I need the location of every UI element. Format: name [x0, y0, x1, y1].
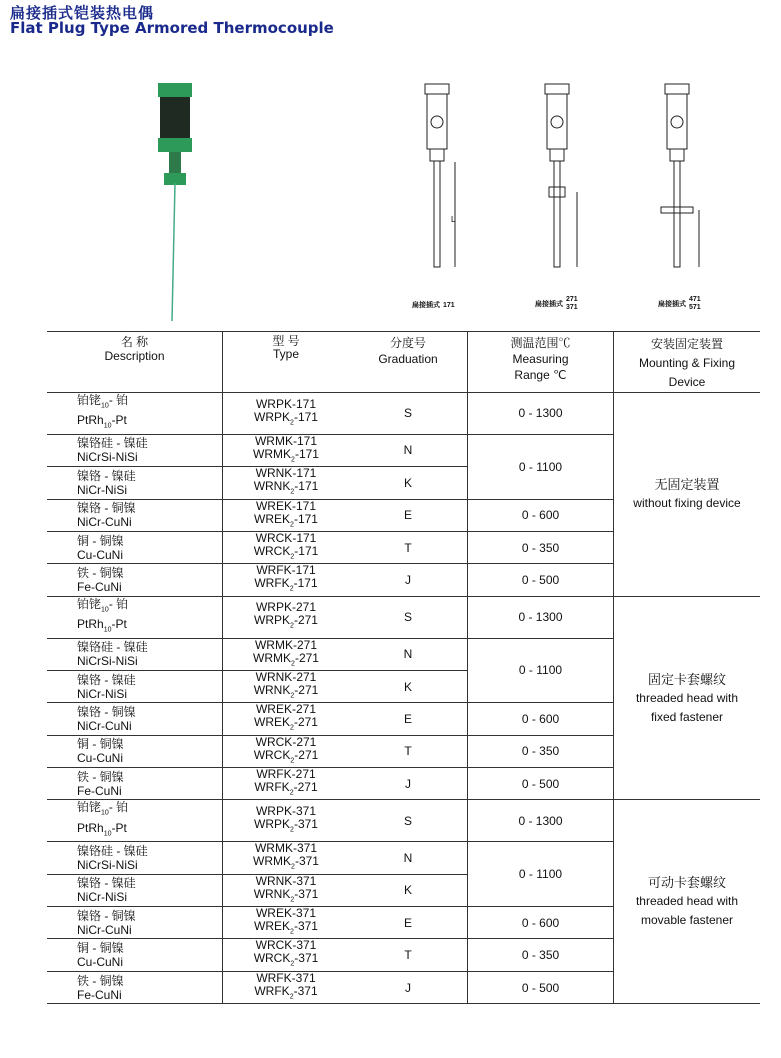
type-series: 271	[297, 780, 318, 795]
desc-en: NiCr-CuNi	[77, 922, 132, 937]
type-cell: WREK-171 $WREK_2-171$	[223, 499, 350, 531]
graduation-cell: J	[349, 564, 468, 596]
mounting-cell	[614, 800, 761, 1004]
graduation-cell: J	[349, 768, 468, 800]
header-en: Description	[104, 349, 165, 363]
range-cell: 0 - 500	[468, 768, 614, 800]
mounting-cell	[614, 393, 761, 597]
type-cell: WRNK-271 $WRNK_2-271$	[223, 670, 350, 702]
desc-en: Fe-CuNi	[77, 580, 122, 595]
header-cn: 分度号	[389, 336, 426, 350]
type-series: 371	[297, 919, 318, 934]
subscript: 10	[101, 809, 109, 817]
type-code: WREK	[254, 715, 291, 730]
type-code: WRPK	[254, 409, 291, 424]
graduation-cell: J	[349, 971, 468, 1003]
type-code: WRNK	[255, 873, 293, 888]
type-code: WRPK	[254, 613, 291, 628]
type-series: 371	[296, 938, 317, 953]
header-en2: Range ℃	[514, 368, 567, 382]
desc-cn: 铁 - 铜镍	[77, 973, 124, 988]
desc-en: NiCrSi-NiSi	[77, 654, 138, 669]
desc-en: PtRh	[77, 820, 104, 835]
description-cell	[47, 531, 223, 563]
range-cell: 0 - 1300	[468, 596, 614, 638]
caption-label: 扁接插式	[658, 301, 686, 308]
type-code: WREK	[254, 511, 291, 526]
desc-cn: 镍铬 - 镍硅	[77, 876, 136, 891]
type-code: WREK	[255, 498, 292, 513]
range-cell: 0 - 1100	[468, 638, 614, 703]
type-series: 171	[297, 511, 318, 526]
type-series: 371	[297, 817, 318, 832]
type-code: WRMK	[254, 433, 293, 448]
desc-cn: 镍铬 - 铜镍	[77, 704, 136, 719]
description-cell	[47, 596, 223, 638]
type-series: 371	[295, 804, 317, 819]
subscript: 10	[101, 402, 109, 410]
range-cell: 0 - 350	[468, 735, 614, 767]
desc-en: NiCrSi-NiSi	[77, 450, 138, 465]
description-cell	[47, 800, 223, 842]
type-cell: WRPK-271 $WRPK_2-271$	[223, 596, 350, 638]
description-cell	[47, 638, 223, 670]
description-cell	[47, 842, 223, 874]
type-cell: WREK-271 $WREK_2-271$	[223, 703, 350, 735]
subscript: 10	[103, 830, 112, 838]
header-cn: 安装固定装置	[650, 337, 723, 351]
description-cell	[47, 768, 223, 800]
table-row	[47, 596, 760, 638]
desc-en: PtRh	[77, 617, 104, 632]
description-cell	[47, 874, 223, 906]
description-cell	[47, 703, 223, 735]
desc-cn: 铂铑	[77, 596, 102, 611]
header-cell	[468, 332, 614, 393]
type-code: WRNK	[253, 479, 291, 494]
type-cell: WRCK-271 $WRCK_2-271$	[223, 735, 350, 767]
caption-code: 171	[443, 301, 455, 309]
type-series: 271	[297, 715, 318, 730]
description-cell	[47, 971, 223, 1003]
desc-cn: 铜 - 铜镍	[77, 533, 124, 548]
type-series: 171	[296, 530, 317, 545]
type-series: 371	[295, 906, 317, 921]
type-cell: WRMK-271 $WRMK_2-271$	[223, 638, 350, 670]
desc-cn: 镍铬 - 铜镍	[77, 501, 136, 516]
type-series: 171	[295, 498, 317, 513]
desc-cn: 镍铬硅 - 镍硅	[77, 436, 148, 451]
type-series: 371	[298, 951, 319, 966]
drawing-271	[535, 82, 585, 277]
type-code: WRMK	[253, 854, 292, 869]
description-cell	[47, 735, 223, 767]
type-series: 371	[295, 970, 316, 985]
description-cell	[47, 670, 223, 702]
desc-en: NiCr-NiSi	[77, 890, 127, 905]
range-cell: 0 - 350	[468, 531, 614, 563]
type-code: WRNK	[255, 669, 293, 684]
type-cell: WRMK-371 $WRMK_2-371$	[223, 842, 350, 874]
graduation-cell: N	[349, 434, 468, 466]
graduation-cell: S	[349, 393, 468, 435]
caption-code: 571	[689, 304, 701, 311]
type-series: 371	[296, 873, 317, 888]
type-series: 371	[296, 841, 318, 856]
graduation-cell: K	[349, 670, 468, 702]
desc-en: Fe-CuNi	[77, 783, 122, 798]
type-code: WRFK	[256, 970, 292, 985]
type-code: WRFK	[254, 576, 290, 591]
header-cn: 测温范围℃	[510, 336, 571, 350]
caption-271	[535, 296, 578, 312]
desc-cn: 镍铬硅 - 镍硅	[77, 640, 148, 655]
type-series: 171	[297, 576, 318, 591]
table-row	[47, 800, 760, 842]
desc-cn: - 铂	[108, 596, 129, 611]
caption-471	[658, 296, 701, 312]
spec-table	[47, 331, 760, 1004]
length-label: L	[451, 215, 456, 224]
desc-en: -Pt	[111, 413, 127, 428]
desc-cn: 镍铬 - 镍硅	[77, 672, 136, 687]
graduation-cell: T	[349, 531, 468, 563]
desc-cn: 铜 - 铜镍	[77, 941, 124, 956]
type-series: 271	[296, 734, 317, 749]
type-cell: WRCK-371 $WRCK_2-371$	[223, 939, 350, 971]
type-series: 271	[295, 600, 317, 615]
header-cell	[349, 332, 468, 393]
type-series: 271	[298, 747, 319, 762]
type-code: WRCK	[253, 747, 291, 762]
desc-en: Cu-CuNi	[77, 751, 124, 766]
graduation-cell: E	[349, 499, 468, 531]
type-series: 171	[297, 409, 318, 424]
type-series: 171	[295, 563, 316, 578]
desc-en: NiCr-CuNi	[77, 515, 132, 530]
caption-label: 扁接插式	[412, 302, 440, 309]
range-cell: 0 - 600	[468, 499, 614, 531]
type-code: WRCK	[255, 734, 293, 749]
type-series: 171	[296, 466, 317, 481]
mounting-cell	[614, 596, 761, 800]
type-code: WRFK	[254, 780, 290, 795]
graduation-cell: T	[349, 735, 468, 767]
subscript: 10	[101, 606, 109, 614]
type-code: WRCK	[253, 951, 291, 966]
table-row	[47, 393, 760, 435]
type-code: WRCK	[255, 938, 293, 953]
type-series: 271	[295, 767, 316, 782]
drawing-171	[415, 82, 465, 277]
desc-cn: - 铂	[108, 800, 129, 815]
caption-label: 扁接插式	[535, 301, 563, 308]
subscript: 10	[103, 626, 112, 634]
desc-en: NiCr-NiSi	[77, 686, 127, 701]
graduation-cell: N	[349, 638, 468, 670]
type-code: WRNK	[253, 682, 291, 697]
mount-en: threaded head with movable fastener	[635, 894, 739, 928]
caption-code: 371	[566, 304, 578, 311]
caption-code: 271	[566, 296, 578, 303]
desc-cn: 铁 - 铜镍	[77, 566, 124, 581]
mount-cn: 固定卡套螺纹	[647, 671, 726, 687]
desc-cn: 铂铑	[77, 800, 102, 815]
type-series: 271	[295, 702, 317, 717]
description-cell	[47, 499, 223, 531]
range-cell: 0 - 350	[468, 939, 614, 971]
desc-en: NiCr-CuNi	[77, 718, 132, 733]
desc-cn: 铂铑	[77, 393, 102, 407]
type-cell: WREK-371 $WREK_2-371$	[223, 907, 350, 939]
header-en2: Device	[668, 375, 706, 389]
header-en: Graduation	[378, 352, 438, 366]
type-code: WRPK	[255, 600, 292, 615]
range-cell: 0 - 1300	[468, 800, 614, 842]
type-series: 271	[298, 682, 319, 697]
header-cell	[614, 332, 761, 393]
header-en: Measuring	[512, 352, 569, 366]
graduation-cell: S	[349, 596, 468, 638]
desc-en: -Pt	[111, 820, 127, 835]
type-series: 171	[295, 396, 317, 411]
range-cell: 0 - 500	[468, 564, 614, 596]
description-cell	[47, 564, 223, 596]
type-code: WRPK	[255, 396, 292, 411]
range-cell: 0 - 500	[468, 971, 614, 1003]
header-cell	[223, 332, 350, 393]
caption-code: 471	[689, 296, 701, 303]
type-series: 371	[298, 886, 319, 901]
graduation-cell: E	[349, 703, 468, 735]
type-code: WRPK	[254, 817, 291, 832]
graduation-cell: N	[349, 842, 468, 874]
type-series: 271	[296, 669, 317, 684]
description-cell	[47, 467, 223, 499]
type-code: WRFK	[256, 563, 292, 578]
type-series: 271	[297, 613, 318, 628]
type-code: WRFK	[254, 983, 290, 998]
range-cell: 0 - 1100	[468, 434, 614, 499]
desc-cn: 镍铬 - 镍硅	[77, 468, 136, 483]
mount-cn: 无固定装置	[654, 477, 720, 493]
graduation-cell: K	[349, 467, 468, 499]
type-series: 271	[298, 650, 319, 665]
caption-171	[412, 300, 455, 310]
type-series: 171	[298, 543, 319, 558]
header-en: Mounting & Fixing	[638, 356, 736, 370]
desc-en: PtRh	[77, 413, 104, 428]
type-code: WRNK	[255, 466, 293, 481]
type-cell: WRNK-371 $WRNK_2-371$	[223, 874, 350, 906]
subscript: 10	[103, 422, 112, 430]
type-cell: WRFK-371 $WRFK_2-371$	[223, 971, 350, 1003]
type-code: WRCK	[255, 530, 293, 545]
type-code: WRMK	[253, 650, 292, 665]
type-code: WREK	[255, 702, 292, 717]
type-code: WRMK	[254, 637, 293, 652]
desc-en: Cu-CuNi	[77, 955, 124, 970]
desc-cn: 铜 - 铜镍	[77, 737, 124, 752]
desc-cn: - 铂	[108, 393, 129, 407]
header-en: Type	[272, 347, 299, 361]
type-cell: WRCK-171 $WRCK_2-171$	[223, 531, 350, 563]
desc-en: NiCrSi-NiSi	[77, 857, 138, 872]
graduation-cell: E	[349, 907, 468, 939]
header-cell	[47, 332, 223, 393]
type-series: 371	[298, 854, 319, 869]
type-code: WRMK	[253, 446, 292, 461]
range-cell: 0 - 1100	[468, 842, 614, 907]
mount-en: without fixing device	[633, 496, 741, 511]
type-cell: WRFK-171 $WRFK_2-171$	[223, 564, 350, 596]
header-cn: 名 称	[120, 335, 149, 349]
type-code: WRMK	[254, 841, 293, 856]
type-series: 171	[296, 433, 318, 448]
description-cell	[47, 907, 223, 939]
desc-en: Fe-CuNi	[77, 987, 122, 1002]
description-cell	[47, 434, 223, 466]
type-cell: WRPK-171 $WRPK_2-171$	[223, 393, 350, 435]
type-code: WRNK	[253, 886, 291, 901]
desc-en: NiCr-NiSi	[77, 482, 127, 497]
title-en: Flat Plug Type Armored Thermocouple	[10, 19, 334, 37]
graduation-cell: K	[349, 874, 468, 906]
type-code: WRPK	[255, 804, 292, 819]
desc-en: Cu-CuNi	[77, 547, 124, 562]
desc-cn: 镍铬 - 铜镍	[77, 908, 136, 923]
type-cell: WRPK-371 $WRPK_2-371$	[223, 800, 350, 842]
graduation-cell: T	[349, 939, 468, 971]
header-cn: 型 号	[272, 334, 300, 348]
type-cell: WRFK-271 $WRFK_2-271$	[223, 768, 350, 800]
description-cell	[47, 393, 223, 435]
range-cell: 0 - 600	[468, 907, 614, 939]
type-series: 371	[297, 983, 318, 998]
type-series: 171	[298, 479, 319, 494]
type-code: WRCK	[253, 543, 291, 558]
type-code: WREK	[254, 919, 291, 934]
range-cell: 0 - 600	[468, 703, 614, 735]
thermocouple-photo	[150, 78, 200, 323]
desc-en: -Pt	[111, 617, 127, 632]
desc-cn: 镍铬硅 - 镍硅	[77, 843, 148, 858]
title-cn: 扁接插式铠装热电偶	[10, 4, 155, 22]
description-cell	[47, 939, 223, 971]
type-code: WRFK	[256, 767, 292, 782]
drawing-471	[655, 82, 705, 277]
graduation-cell: S	[349, 800, 468, 842]
type-cell: WRMK-171 $WRMK_2-171$	[223, 434, 350, 466]
type-series: 171	[298, 446, 319, 461]
mount-cn: 可动卡套螺纹	[647, 875, 726, 891]
type-cell: WRNK-171 $WRNK_2-171$	[223, 467, 350, 499]
range-cell: 0 - 1300	[468, 393, 614, 435]
mount-en: threaded head with fixed fastener	[635, 690, 739, 724]
desc-cn: 铁 - 铜镍	[77, 769, 124, 784]
type-code: WREK	[255, 906, 292, 921]
type-series: 271	[296, 637, 318, 652]
